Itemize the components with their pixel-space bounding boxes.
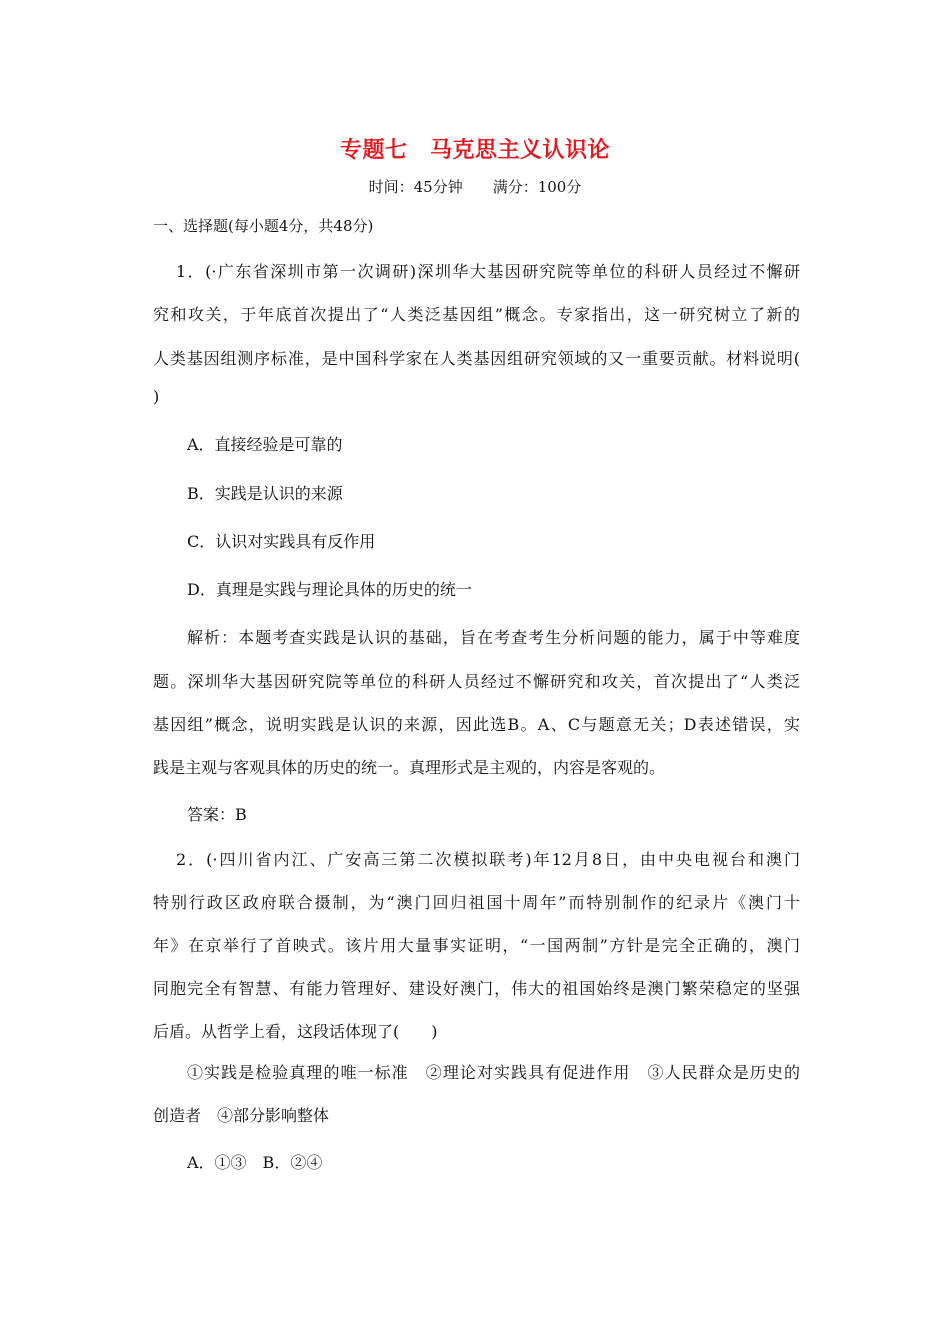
question-1-line-3: 人类基因组测序标准，是中国科学家在人类基因组研究领域的又一重要贡献。材料说明( [153, 349, 800, 368]
question-2-line-3: 年》在京举行了首映式。该片用大量事实证明，“一国两制”方针是完全正确的，澳门 [153, 936, 800, 955]
question-1-answer: 答案：B [187, 805, 247, 824]
question-1-analysis-line-3: 基因组”概念，说明实践是认识的来源，因此选B。A、C与题意无关；D表述错误，实 [153, 715, 800, 734]
question-1-option-c: C．认识对实践具有反作用 [187, 532, 376, 551]
question-1-analysis-line-1: 解析：本题考查实践是认识的基础，旨在考查考生分析问题的能力，属于中等难度 [187, 628, 800, 647]
exam-time: 时间：45分钟 [368, 178, 463, 196]
question-2-line-5: 后盾。从哲学上看，这段话体现了( ) [153, 1022, 438, 1041]
question-2-line-1: 2．(·四川省内江、广安高三第二次模拟联考)年12月8日，由中央电视台和澳门 [176, 850, 800, 869]
section-heading: 一、选择题(每小题4分，共48分) [153, 217, 374, 235]
exam-score: 满分：100分 [492, 178, 582, 196]
question-1-analysis-line-4: 践是主观与客观具体的历史的统一。真理形式是主观的，内容是客观的。 [153, 758, 666, 777]
question-2-line-2: 特别行政区政府联合摄制，为“澳门回归祖国十周年”而特别制作的纪录片《澳门十 [153, 893, 800, 912]
question-2-statements-line-2: 创造者 ④部分影响整体 [153, 1106, 330, 1125]
question-1-line-4: ) [153, 387, 160, 406]
question-1-option-a: A．直接经验是可靠的 [187, 435, 343, 454]
question-2-line-4: 同胞完全有智慧、有能力管理好、建设好澳门，伟大的祖国始终是澳门繁荣稳定的坚强 [153, 979, 800, 998]
question-1-option-b: B．实践是认识的来源 [187, 484, 343, 503]
question-1-line-2: 究和攻关，于年底首次提出了“人类泛基因组”概念。专家指出，这一研究树立了新的 [153, 305, 800, 324]
question-2-options: A．①③ B．②④ [187, 1153, 323, 1172]
page-title: 专题七 马克思主义认识论 [339, 138, 610, 163]
exam-meta [0, 176, 950, 197]
question-1-analysis-line-2: 题。深圳华大基因研究院等单位的科研人员经过不懈研究和攻关，首次提出了“人类泛 [153, 672, 800, 691]
question-1-option-d: D．真理是实践与理论具体的历史的统一 [187, 580, 472, 599]
question-1-line-1: 1．(·广东省深圳市第一次调研)深圳华大基因研究院等单位的科研人员经过不懈研 [176, 262, 800, 281]
question-2-statements-line-1: ①实践是检验真理的唯一标准 ②理论对实践具有促进作用 ③人民群众是历史的 [187, 1063, 800, 1082]
